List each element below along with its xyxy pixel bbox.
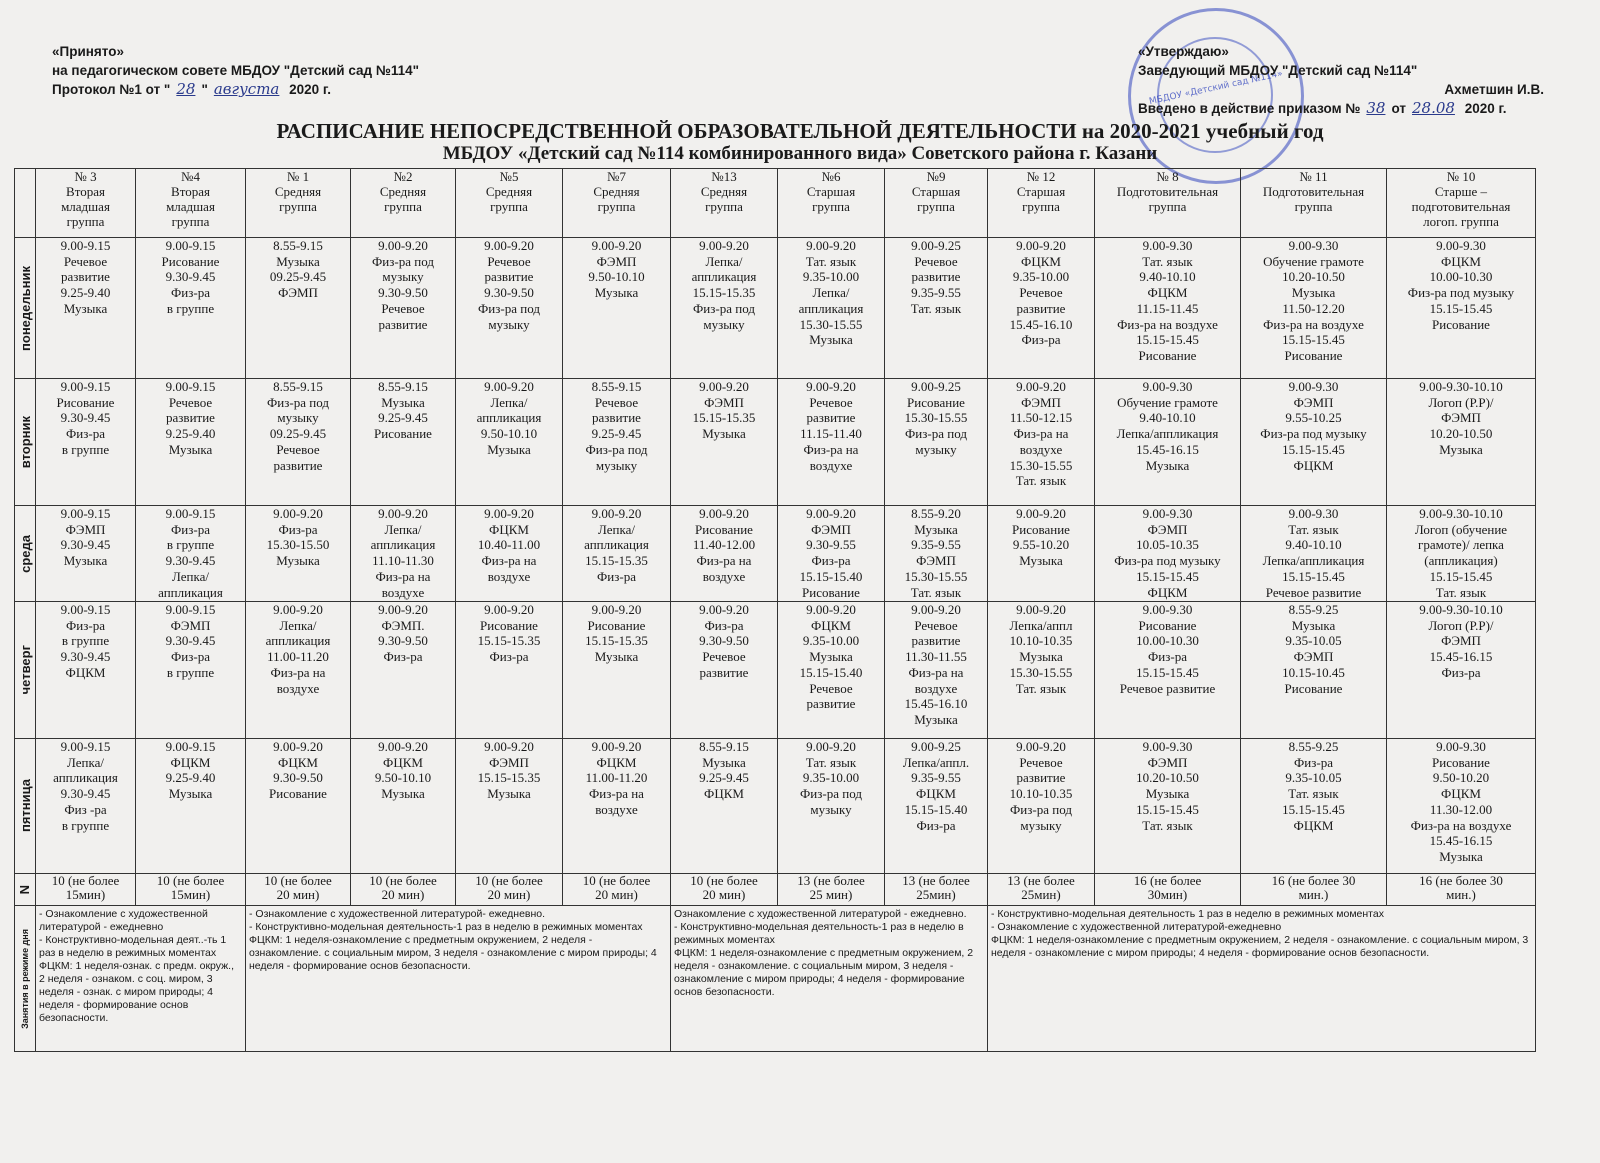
schedule-cell: 9.00-9.20 Речевое развитие 10.10-10.35 Физ-ра под музыку — [988, 739, 1095, 874]
daily-activities-note: - Конструктивно-модельная деятельность 1 раз в неделю в режимных моментах - Ознакомление с художественной литературой-ежедневно ФЦКМ: 1 неделя-ознакомление с предметным окружением, 2 неделя - ознакомление. с социальным миром, 3 неделя - ознакомление с миром природы; 4 неделя - формирование основ безопасности. — [988, 906, 1536, 1052]
schedule-cell: 9.00-9.20 Рисование 9.55-10.20 Музыка — [988, 506, 1095, 602]
group-header: № 12 Старшая группа — [988, 169, 1095, 238]
lesson-count-cell: 10 (не более 20 мин) — [351, 874, 456, 906]
daily-activities-label-text: Занятия в режиме дня — [20, 928, 30, 1029]
schedule-cell: 9.00-9.20 Лепка/ аппликация 11.00-11.20 Физ-ра на воздухе — [246, 602, 351, 739]
schedule-cell: 9.00-9.20 Лепка/ аппликация 9.50-10.10 Музыка — [456, 379, 563, 506]
schedule-table — [14, 168, 1536, 1052]
group-header: №6 Старшая группа — [778, 169, 885, 238]
lesson-count-cell: 13 (не более 25 мин) — [778, 874, 885, 906]
daily-activities-note: - Ознакомление с художественной литературой- ежедневно. - Конструктивно-модельная деятельность-1 раз в неделю в режимных моментах ФЦКМ: 1 неделя-ознакомление с предметным окружением, 2 неделя - ознакомление. с социальным миром, 3 неделя - ознакомление с миром природы; 4 неделя - формирование основ безопасности. — [246, 906, 671, 1052]
schedule-cell: 9.00-9.15 Физ-ра в группе 9.30-9.45 Лепка/ аппликация — [136, 506, 246, 602]
day-label — [15, 506, 36, 602]
lesson-count-cell: 16 (не более 30 мин.) — [1387, 874, 1536, 906]
approved-name: Ахметшин И.В. — [1444, 82, 1544, 97]
schedule-cell: 9.00-9.20 ФЦКМ 9.35-10.00 Речевое развитие 15.45-16.10 Физ-ра — [988, 238, 1095, 379]
handwritten-order-date: 28.08 — [1412, 99, 1455, 117]
schedule-cell: 9.00-9.15 Речевое развитие 9.25-9.40 Музыка — [36, 238, 136, 379]
schedule-cell: 9.00-9.15 ФЦКМ 9.25-9.40 Музыка — [136, 739, 246, 874]
approved-order: Введено в действие приказом № 38 от 28.08 2020 г. — [1138, 99, 1507, 117]
schedule-cell: 9.00-9.30 ФЭМП 9.55-10.25 Физ-ра под музыку 15.15-15.45 ФЦКМ — [1241, 379, 1387, 506]
schedule-cell: 9.00-9.20 ФЭМП 9.50-10.10 Музыка — [563, 238, 671, 379]
lesson-count-label-text: N — [17, 884, 32, 895]
schedule-cell: 9.00-9.30 Рисование 10.00-10.30 Физ-ра 15.15-15.45 Речевое развитие — [1095, 602, 1241, 739]
day-name: понедельник — [17, 265, 33, 351]
approval-protocol: Протокол №1 от " 28 " августа 2020 г. — [52, 80, 331, 98]
schedule-cell: 9.00-9.20 ФЭМП 9.30-9.55 Физ-ра 15.15-15.40 Рисование — [778, 506, 885, 602]
schedule-cell: 9.00-9.15 Лепка/ аппликация 9.30-9.45 Физ -ра в группе — [36, 739, 136, 874]
schedule-cell: 9.00-9.20 Рисование 15.15-15.35 Музыка — [563, 602, 671, 739]
handwritten-order-num: 38 — [1366, 99, 1386, 117]
schedule-cell: 9.00-9.20 Тат. язык 9.35-10.00 Лепка/ аппликация 15.30-15.55 Музыка — [778, 238, 885, 379]
schedule-cell: 9.00-9.20 ФЦКМ 9.35-10.00 Музыка 15.15-15.40 Речевое развитие — [778, 602, 885, 739]
schedule-cell: 9.00-9.30 Тат. язык 9.40-10.10 ФЦКМ 11.15-11.45 Физ-ра на воздухе 15.15-15.45 Рисование — [1095, 238, 1241, 379]
schedule-cell: 9.00-9.20 Тат. язык 9.35-10.00 Физ-ра под музыку — [778, 739, 885, 874]
group-header: №4 Вторая младшая группа — [136, 169, 246, 238]
lesson-count-cell: 10 (не более 20 мин) — [246, 874, 351, 906]
schedule-cell: 9.00-9.20 Лепка/ аппликация 15.15-15.35 Физ-ра — [563, 506, 671, 602]
schedule-cell: 9.00-9.20 Физ-ра под музыку 9.30-9.50 Речевое развитие — [351, 238, 456, 379]
schedule-cell: 9.00-9.15 Физ-ра в группе 9.30-9.45 ФЦКМ — [36, 602, 136, 739]
day-name: вторник — [17, 415, 33, 469]
group-header: № 11 Подготовительная группа — [1241, 169, 1387, 238]
schedule-cell: 8.55-9.25 Физ-ра 9.35-10.05 Тат. язык 15.15-15.45 ФЦКМ — [1241, 739, 1387, 874]
schedule-cell: 9.00-9.20 ФЦКМ 10.40-11.00 Физ-ра на воздухе — [456, 506, 563, 602]
handwritten-day: 28 — [176, 80, 196, 98]
schedule-cell: 9.00-9.30 ФЦКМ 10.00-10.30 Физ-ра под музыку 15.15-15.45 Рисование — [1387, 238, 1536, 379]
lesson-count-cell: 16 (не более 30мин) — [1095, 874, 1241, 906]
day-row — [15, 739, 1536, 874]
lesson-count-cell: 10 (не более 20 мин) — [563, 874, 671, 906]
group-header: № 1 Средняя группа — [246, 169, 351, 238]
seal-text: МБДОУ «Детский сад №114» — [1148, 68, 1284, 108]
schedule-cell: 9.00-9.20 ФЭМП 15.15-15.35 Музыка — [456, 739, 563, 874]
schedule-cell: 9.00-9.30 Рисование 9.50-10.20 ФЦКМ 11.30-12.00 Физ-ра на воздухе 15.45-16.15 Музыка — [1387, 739, 1536, 874]
schedule-cell: 9.00-9.20 Речевое развитие 9.30-9.50 Физ-ра под музыку — [456, 238, 563, 379]
schedule-cell: 8.55-9.20 Музыка 9.35-9.55 ФЭМП 15.30-15.55 Тат. язык — [885, 506, 988, 602]
schedule-cell: 9.00-9.25 Рисование 15.30-15.55 Физ-ра под музыку — [885, 379, 988, 506]
schedule-cell: 9.00-9.30 Тат. язык 9.40-10.10 Лепка/аппликация 15.15-15.45 Речевое развитие — [1241, 506, 1387, 602]
schedule-cell: 9.00-9.15 Рисование 9.30-9.45 Физ-ра в группе — [136, 238, 246, 379]
group-header: № 10 Старше – подготовительная логоп. группа — [1387, 169, 1536, 238]
schedule-cell: 9.00-9.15 ФЭМП 9.30-9.45 Физ-ра в группе — [136, 602, 246, 739]
group-header: №7 Средняя группа — [563, 169, 671, 238]
lesson-count-cell: 10 (не более 15мин) — [36, 874, 136, 906]
group-header-row — [15, 169, 1536, 238]
lesson-count-row — [15, 874, 1536, 906]
schedule-cell: 9.00-9.20 ФЭМП 11.50-12.15 Физ-ра на воздухе 15.30-15.55 Тат. язык — [988, 379, 1095, 506]
day-name: среда — [17, 534, 33, 573]
group-header: № 3 Вторая младшая группа — [36, 169, 136, 238]
lesson-count-cell: 10 (не более 20 мин) — [671, 874, 778, 906]
group-header: № 8 Подготовительная группа — [1095, 169, 1241, 238]
schedule-cell: 8.55-9.15 Музыка 9.25-9.45 Рисование — [351, 379, 456, 506]
schedule-cell: 9.00-9.30-10.10 Логоп (Р.Р)/ ФЭМП 10.20-10.50 Музыка — [1387, 379, 1536, 506]
approval-title: «Принято» — [52, 44, 124, 59]
schedule-cell: 9.00-9.20 Рисование 15.15-15.35 Физ-ра — [456, 602, 563, 739]
schedule-cell: 9.00-9.25 Речевое развитие 9.35-9.55 Тат. язык — [885, 238, 988, 379]
approved-head: Заведующий МБДОУ "Детский сад №114" — [1138, 63, 1418, 78]
schedule-cell: 9.00-9.30 Обучение грамоте 9.40-10.10 Лепка/аппликация 15.45-16.15 Музыка — [1095, 379, 1241, 506]
schedule-cell: 8.55-9.15 Физ-ра под музыку 09.25-9.45 Речевое развитие — [246, 379, 351, 506]
schedule-cell: 9.00-9.20 Лепка/аппл 10.10-10.35 Музыка 15.30-15.55 Тат. язык — [988, 602, 1095, 739]
group-header: №2 Средняя группа — [351, 169, 456, 238]
day-label — [15, 238, 36, 379]
schedule-cell: 9.00-9.20 Лепка/ аппликация 15.15-15.35 Физ-ра под музыку — [671, 238, 778, 379]
schedule-cell: 8.55-9.15 Речевое развитие 9.25-9.45 Физ-ра под музыку — [563, 379, 671, 506]
day-name: четверг — [17, 645, 33, 695]
approval-council: на педагогическом совете МБДОУ "Детский сад №114" — [52, 63, 420, 78]
lesson-count-cell: 13 (не более 25мин) — [885, 874, 988, 906]
lesson-count-cell: 10 (не более 20 мин) — [456, 874, 563, 906]
schedule-cell: 9.00-9.15 ФЭМП 9.30-9.45 Музыка — [36, 506, 136, 602]
schedule-cell: 9.00-9.20 ФЭМП. 9.30-9.50 Физ-ра — [351, 602, 456, 739]
schedule-cell: 9.00-9.30 ФЭМП 10.05-10.35 Физ-ра под музыку 15.15-15.45 ФЦКМ — [1095, 506, 1241, 602]
schedule-cell: 9.00-9.30 Обучение грамоте 10.20-10.50 Музыка 11.50-12.20 Физ-ра на воздухе 15.15-15.45 Рисование — [1241, 238, 1387, 379]
schedule-cell: 9.00-9.30 ФЭМП 10.20-10.50 Музыка 15.15-15.45 Тат. язык — [1095, 739, 1241, 874]
schedule-cell: 9.00-9.20 ФЦКМ 9.30-9.50 Рисование — [246, 739, 351, 874]
page-title: РАСПИСАНИЕ НЕПОСРЕДСТВЕННОЙ ОБРАЗОВАТЕЛЬНОЙ ДЕЯТЕЛЬНОСТИ на 2020-2021 учебный год — [276, 119, 1324, 143]
schedule-cell: 9.00-9.20 Речевое развитие 11.15-11.40 Физ-ра на воздухе — [778, 379, 885, 506]
schedule-cell: 8.55-9.25 Музыка 9.35-10.05 ФЭМП 10.15-10.45 Рисование — [1241, 602, 1387, 739]
group-header: №9 Старшая группа — [885, 169, 988, 238]
day-label — [15, 379, 36, 506]
day-row — [15, 238, 1536, 379]
schedule-cell: 9.00-9.20 ФЭМП 15.15-15.35 Музыка — [671, 379, 778, 506]
schedule-cell: 9.00-9.20 Физ-ра 15.30-15.50 Музыка — [246, 506, 351, 602]
daily-activities-label — [15, 906, 36, 1052]
group-header: №5 Средняя группа — [456, 169, 563, 238]
handwritten-month: августа — [213, 80, 280, 98]
lesson-count-label — [15, 874, 36, 906]
day-row — [15, 506, 1536, 602]
schedule-cell: 9.00-9.20 ФЦКМ 9.50-10.10 Музыка — [351, 739, 456, 874]
schedule-cell: 9.00-9.20 ФЦКМ 11.00-11.20 Физ-ра на воздухе — [563, 739, 671, 874]
daily-activities-note: - Ознакомление с художественной литературой - ежедневно - Конструктивно-модельная деят..-ть 1 раз в неделю в режимных моментах ФЦКМ: 1 неделя-ознак. с предм. окруж., 2 неделя - ознаком. с соц. миром, 3 неделя - ознак. с миром природы; 4 неделя - формирование основ безопасности. — [36, 906, 246, 1052]
schedule-cell: 9.00-9.20 Рисование 11.40-12.00 Физ-ра на воздухе — [671, 506, 778, 602]
daily-activities-note: Ознакомление с художественной литературой - ежедневно. - Конструктивно-модельная деятельность-1 раз в неделю в режимных моментах ФЦКМ: 1 неделя-ознакомление с предметным окружением, 2 неделя - ознакомление. с социальным миром, 3 неделя - ознакомление с миром природы; 4 неделя - формирование основ безопасности. — [671, 906, 988, 1052]
day-label — [15, 739, 36, 874]
schedule-cell: 9.00-9.30-10.10 Логоп (обучение грамоте)/ лепка (аппликация) 15.15-15.45 Тат. язык — [1387, 506, 1536, 602]
lesson-count-cell: 16 (не более 30 мин.) — [1241, 874, 1387, 906]
schedule-cell: 9.00-9.20 Лепка/ аппликация 11.10-11.30 Физ-ра на воздухе — [351, 506, 456, 602]
schedule-cell: 9.00-9.25 Лепка/аппл. 9.35-9.55 ФЦКМ 15.15-15.40 Физ-ра — [885, 739, 988, 874]
schedule-cell: 9.00-9.20 Физ-ра 9.30-9.50 Речевое развитие — [671, 602, 778, 739]
schedule-cell: 9.00-9.30-10.10 Логоп (Р.Р)/ ФЭМП 15.45-16.15 Физ-ра — [1387, 602, 1536, 739]
schedule-cell: 8.55-9.15 Музыка 09.25-9.45 ФЭМП — [246, 238, 351, 379]
day-label — [15, 602, 36, 739]
page-subtitle: МБДОУ «Детский сад №114 комбинированного вида» Советского района г. Казани — [442, 143, 1158, 164]
lesson-count-cell: 13 (не более 25мин) — [988, 874, 1095, 906]
corner-cell — [15, 169, 36, 238]
daily-activities-row — [15, 906, 1536, 1052]
group-header: №13 Средняя группа — [671, 169, 778, 238]
approved-block — [1138, 42, 1568, 118]
day-row — [15, 602, 1536, 739]
schedule-cell: 8.55-9.15 Музыка 9.25-9.45 ФЦКМ — [671, 739, 778, 874]
approved-title: «Утверждаю» — [1138, 44, 1229, 59]
day-name: пятница — [17, 779, 33, 833]
day-row — [15, 379, 1536, 506]
schedule-cell: 9.00-9.15 Речевое развитие 9.25-9.40 Музыка — [136, 379, 246, 506]
schedule-cell: 9.00-9.20 Речевое развитие 11.30-11.55 Физ-ра на воздухе 15.45-16.10 Музыка — [885, 602, 988, 739]
schedule-cell: 9.00-9.15 Рисование 9.30-9.45 Физ-ра в группе — [36, 379, 136, 506]
approval-block — [52, 42, 419, 99]
lesson-count-cell: 10 (не более 15мин) — [136, 874, 246, 906]
